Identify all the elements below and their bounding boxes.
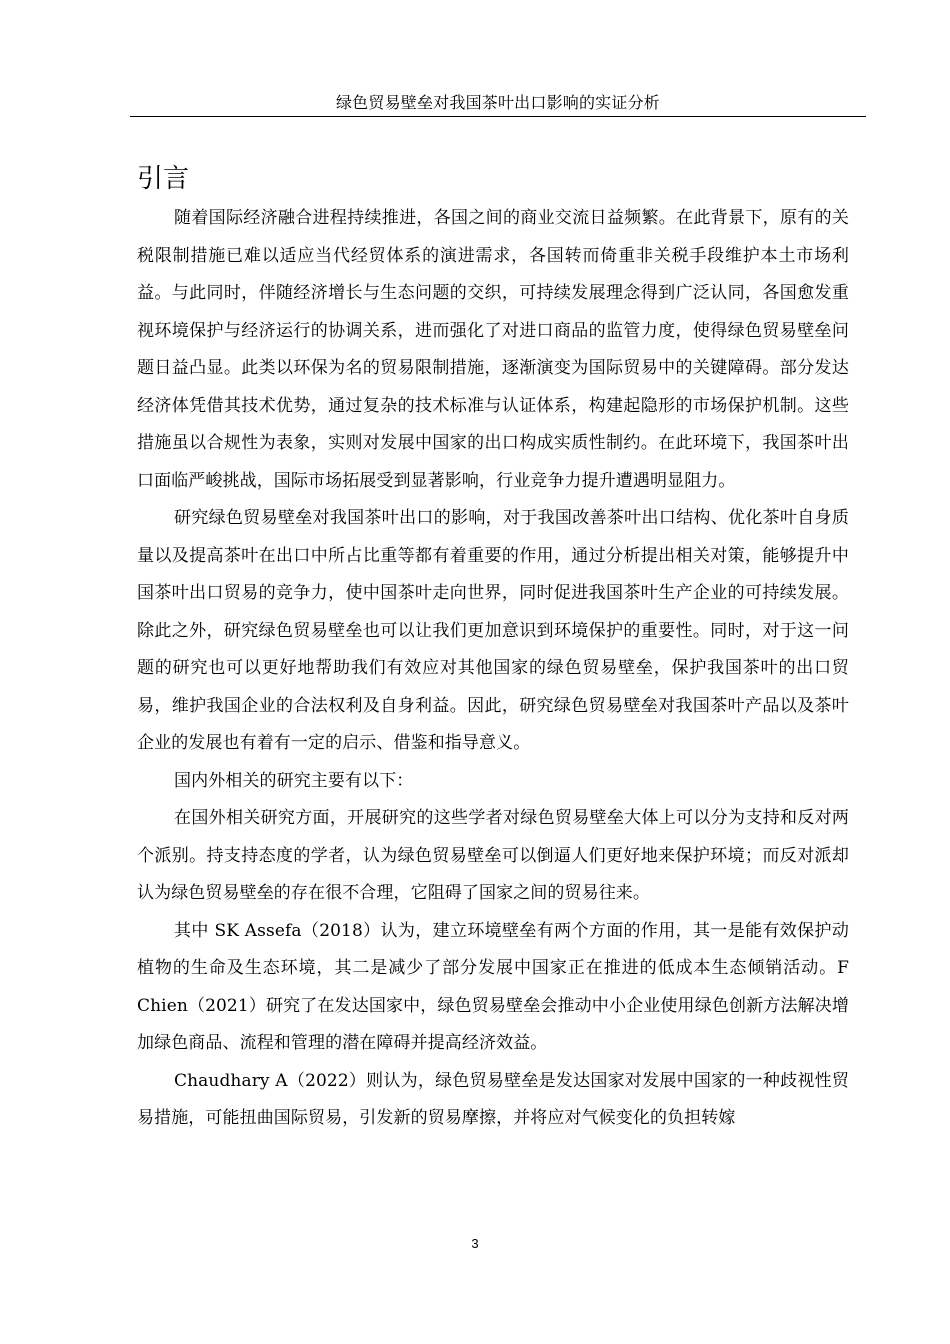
- section-heading: 引言: [137, 164, 190, 195]
- paragraph: Chaudhary A（2022）则认为，绿色贸易壁垒是发达国家对发展中国家的一种歧视性贸易措施，可能扭曲国际贸易，引发新的贸易摩擦，并将应对气候变化的负担转嫁: [137, 1070, 849, 1128]
- header-divider: [130, 116, 866, 117]
- page-number: 3: [471, 1236, 479, 1251]
- paragraph: 研究绿色贸易壁垒对我国茶叶出口的影响，对于我国改善茶叶出口结构、优化茶叶自身质量以及提高茶叶在出口中所占比重等都有着重要的作用，通过分析提出相关对策，能够提升中国茶叶出口贸易的竞争力，使中国茶叶走向世界，同时促进我国茶叶生产企业的可持续发展。除此之外，研究绿色贸易壁垒也可以让我们更加意识到环境保护的重要性。同时，对于这一问题的研究也可以更好地帮助我们有效应对其他国家的绿色贸易壁垒，保护我国茶叶的出口贸易，维护我国企业的合法权利及自身利益。因此，研究绿色贸易壁垒对我国茶叶产品以及茶叶企业的发展也有着有一定的启示、借鉴和指导意义。: [137, 508, 849, 753]
- paragraph: 随着国际经济融合进程持续推进，各国之间的商业交流日益频繁。在此背景下，原有的关税限制措施已难以适应当代经贸体系的演进需求，各国转而倚重非关税手段维护本土市场利益。与此同时，伴随经济增长与生态问题的交织，可持续发展理念得到广泛认同，各国愈发重视环境保护与经济运行的协调关系，进而强化了对进口商品的监管力度，使得绿色贸易壁垒问题日益凸显。此类以环保为名的贸易限制措施，逐渐演变为国际贸易中的关键障碍。部分发达经济体凭借其技术优势，通过复杂的技术标准与认证体系，构建起隐形的市场保护机制。这些措施虽以合规性为表象，实则对发展中国家的出口构成实质性制约。在此环境下，我国茶叶出口面临严峻挑战，国际市场拓展受到显著影响，行业竞争力提升遭遇明显阻力。: [137, 208, 849, 491]
- paragraph: 其中 SK Assefa（2018）认为，建立环境壁垒有两个方面的作用，其一是能有效保护动植物的生命及生态环境，其二是减少了部分发展中国家正在推进的低成本生态倾销活动。F Chien（2021）研究了在发达国家中，绿色贸易壁垒会推动中小企业使用绿色创新方法解决增加绿色商品、流程和管理的潜在障碍并提高经济效益。: [137, 920, 849, 1053]
- paragraph: 国内外相关的研究主要有以下：: [174, 770, 414, 791]
- body-text: [137, 200, 849, 1138]
- paragraph: 在国外相关研究方面，开展研究的这些学者对绿色贸易壁垒大体上可以分为支持和反对两个派别。持支持态度的学者，认为绿色贸易壁垒可以倒逼人们更好地来保护环境；而反对派却认为绿色贸易壁垒的存在很不合理，它阻碍了国家之间的贸易往来。: [137, 808, 849, 903]
- running-header: 绿色贸易壁垒对我国茶叶出口影响的实证分析: [335, 93, 660, 112]
